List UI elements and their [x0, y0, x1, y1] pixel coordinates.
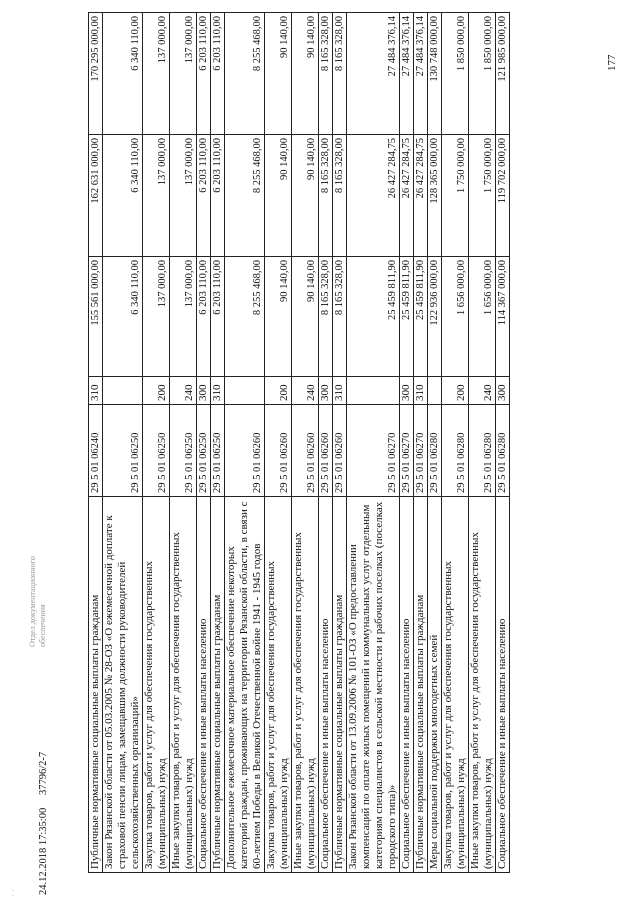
amount-2021-cell: 6 203 110,00 [211, 13, 225, 135]
amount-2019-cell: 90 140,00 [292, 257, 319, 377]
amount-2019-cell: 8 255 468,00 [225, 257, 265, 377]
amount-2020-cell: 26 427 284,75 [400, 135, 414, 257]
table-row [89, 13, 103, 873]
expense-type-cell [428, 377, 442, 405]
amount-2021-cell: 137 000,00 [143, 13, 170, 135]
table-row [469, 13, 496, 873]
amount-2020-cell: 137 000,00 [170, 135, 197, 257]
amount-2020-cell: 137 000,00 [143, 135, 170, 257]
table-row [197, 13, 211, 873]
amount-2021-cell: 1 850 000,00 [469, 13, 496, 135]
target-code-cell: 29 5 01 06270 [347, 405, 400, 497]
amount-2020-cell: 8 165 328,00 [333, 135, 347, 257]
amount-2020-cell: 128 365 000,00 [428, 135, 442, 257]
expense-type-cell: 300 [319, 377, 333, 405]
expense-type-cell: 200 [143, 377, 170, 405]
expense-type-cell: 300 [496, 377, 510, 405]
amount-2019-cell: 90 140,00 [265, 257, 292, 377]
target-code-cell: 29 5 01 06260 [292, 405, 319, 497]
expense-type-cell: 310 [333, 377, 347, 405]
row-name-cell: Публичные нормативные социальные выплаты гражданам [333, 497, 347, 873]
row-name-cell: Социальное обеспечение и иные выплаты населению [197, 497, 211, 873]
expense-type-cell: 300 [400, 377, 414, 405]
table-row [496, 13, 510, 873]
amount-2020-cell: 162 631 000,00 [89, 135, 103, 257]
amount-2020-cell: 6 203 110,00 [211, 135, 225, 257]
amount-2021-cell: 170 295 000,00 [89, 13, 103, 135]
row-name-cell: Публичные нормативные социальные выплаты гражданам [211, 497, 225, 873]
target-code-cell: 29 5 01 06270 [414, 405, 428, 497]
target-code-cell: 29 5 01 06280 [469, 405, 496, 497]
amount-2021-cell: 130 748 000,00 [428, 13, 442, 135]
amount-2021-cell: 27 484 376,14 [347, 13, 400, 135]
amount-2021-cell: 27 484 376,14 [400, 13, 414, 135]
row-name-cell: Закупка товаров, работ и услуг для обеспечения государственных (муниципальных) нужд [442, 497, 469, 873]
amount-2019-cell: 155 561 000,00 [89, 257, 103, 377]
amount-2019-cell: 137 000,00 [170, 257, 197, 377]
target-code-cell: 29 5 01 06280 [428, 405, 442, 497]
registry-stamp: Отдел документационного обеспечения [28, 556, 47, 647]
amount-2020-cell: 90 140,00 [292, 135, 319, 257]
row-name-cell: Закупка товаров, работ и услуг для обеспечения государственных (муниципальных) нужд [265, 497, 292, 873]
table-row [319, 13, 333, 873]
target-code-cell: 29 5 01 06250 [170, 405, 197, 497]
amount-2020-cell: 26 427 284,75 [414, 135, 428, 257]
target-code-cell: 29 5 01 06260 [333, 405, 347, 497]
amount-2020-cell: 6 203 110,00 [197, 135, 211, 257]
target-code-cell: 29 5 01 06250 [103, 405, 143, 497]
amount-2020-cell: 90 140,00 [265, 135, 292, 257]
amount-2019-cell: 25 459 811,90 [400, 257, 414, 377]
table-row [347, 13, 400, 873]
amount-2019-cell: 6 203 110,00 [197, 257, 211, 377]
expense-type-cell: 240 [292, 377, 319, 405]
amount-2019-cell: 122 936 000,00 [428, 257, 442, 377]
amount-2019-cell: 1 656 000,00 [469, 257, 496, 377]
target-code-cell: 29 5 01 06280 [496, 405, 510, 497]
amount-2019-cell: 25 459 811,90 [347, 257, 400, 377]
margin-mark: · · [8, 888, 18, 897]
table-row [428, 13, 442, 873]
amount-2021-cell: 6 203 110,00 [197, 13, 211, 135]
amount-2021-cell: 90 140,00 [292, 13, 319, 135]
amount-2020-cell: 1 750 000,00 [442, 135, 469, 257]
amount-2021-cell: 137 000,00 [170, 13, 197, 135]
table-row [265, 13, 292, 873]
amount-2019-cell: 6 203 110,00 [211, 257, 225, 377]
row-name-cell: Социальное обеспечение и иные выплаты населению [319, 497, 333, 873]
row-name-cell: Закон Рязанской области от 13.09.2006 № 101-ОЗ «О предоставлении компенсаций по оплате жилых помещений и коммунальных услуг отдельным категориям специалистов в сельской местности и рабочих поселках (поселках городского типа)» [347, 497, 400, 873]
expense-type-cell: 300 [197, 377, 211, 405]
amount-2020-cell: 26 427 284,75 [347, 135, 400, 257]
row-name-cell: Иные закупки товаров, работ и услуг для обеспечения государственных (муниципальных) нужд [469, 497, 496, 873]
target-code-cell: 29 5 01 06250 [211, 405, 225, 497]
row-name-cell: Социальное обеспечение и иные выплаты населению [496, 497, 510, 873]
amount-2020-cell: 6 340 110,00 [103, 135, 143, 257]
table-row [292, 13, 319, 873]
expense-type-cell: 200 [265, 377, 292, 405]
amount-2019-cell: 1 656 000,00 [442, 257, 469, 377]
row-name-cell: Публичные нормативные социальные выплаты гражданам [89, 497, 103, 873]
expense-type-cell: 310 [414, 377, 428, 405]
amount-2020-cell: 8 165 328,00 [319, 135, 333, 257]
expense-type-cell: 310 [211, 377, 225, 405]
amount-2019-cell: 137 000,00 [143, 257, 170, 377]
table-row [170, 13, 197, 873]
row-name-cell: Иные закупки товаров, работ и услуг для обеспечения государственных (муниципальных) нужд [292, 497, 319, 873]
table-row [442, 13, 469, 873]
amount-2019-cell: 8 165 328,00 [333, 257, 347, 377]
table-row [400, 13, 414, 873]
row-name-cell: Закупка товаров, работ и услуг для обеспечения государственных (муниципальных) нужд [143, 497, 170, 873]
target-code-cell: 29 5 01 06260 [225, 405, 265, 497]
page-number: 177 [606, 54, 618, 71]
amount-2021-cell: 27 484 376,14 [414, 13, 428, 135]
expense-type-cell: 310 [89, 377, 103, 405]
target-code-cell: 29 5 01 06260 [265, 405, 292, 497]
table-row [333, 13, 347, 873]
amount-2019-cell: 114 367 000,00 [496, 257, 510, 377]
target-code-cell: 29 5 01 06260 [319, 405, 333, 497]
amount-2021-cell: 8 165 328,00 [333, 13, 347, 135]
footer-doc-number: 37796/2-7 [38, 751, 49, 795]
budget-table [88, 12, 510, 873]
amount-2021-cell: 121 985 000,00 [496, 13, 510, 135]
expense-type-cell: 240 [469, 377, 496, 405]
amount-2021-cell: 90 140,00 [265, 13, 292, 135]
expense-type-cell [225, 377, 265, 405]
table-row [211, 13, 225, 873]
amount-2021-cell: 6 340 110,00 [103, 13, 143, 135]
target-code-cell: 29 5 01 06240 [89, 405, 103, 497]
expense-type-cell: 200 [442, 377, 469, 405]
amount-2019-cell: 25 459 811,90 [414, 257, 428, 377]
amount-2019-cell: 6 340 110,00 [103, 257, 143, 377]
target-code-cell: 29 5 01 06280 [442, 405, 469, 497]
amount-2021-cell: 8 165 328,00 [319, 13, 333, 135]
expense-type-cell: 240 [170, 377, 197, 405]
amount-2021-cell: 8 255 468,00 [225, 13, 265, 135]
table-row [414, 13, 428, 873]
amount-2020-cell: 119 702 000,00 [496, 135, 510, 257]
table-row [225, 13, 265, 873]
amount-2021-cell: 1 850 000,00 [442, 13, 469, 135]
row-name-cell: Иные закупки товаров, работ и услуг для обеспечения государственных (муниципальных) нужд [170, 497, 197, 873]
row-name-cell: Публичные нормативные социальные выплаты гражданам [414, 497, 428, 873]
row-name-cell: Социальное обеспечение и иные выплаты населению [400, 497, 414, 873]
table-row [103, 13, 143, 873]
row-name-cell: Дополнительное ежемесячное материальное обеспечение некоторых категорий граждан, проживающих на территории Рязанской области, в связи с 60-летием Победы в Великой Отечественной войне 1941 - 1945 годов [225, 497, 265, 873]
budget-table-body [89, 13, 510, 873]
row-name-cell: Закон Рязанской области от 05.03.2005 № 28-ОЗ «О ежемесячной доплате к страховой пенсии лицам, замещавшим должности руководителей сельскохозяйственных организаций» [103, 497, 143, 873]
expense-type-cell [347, 377, 400, 405]
target-code-cell: 29 5 01 06270 [400, 405, 414, 497]
amount-2019-cell: 8 165 328,00 [319, 257, 333, 377]
table-row [143, 13, 170, 873]
expense-type-cell [103, 377, 143, 405]
footer-date: 24.12.2018 17:35:00 [38, 807, 49, 895]
target-code-cell: 29 5 01 06250 [143, 405, 170, 497]
target-code-cell: 29 5 01 06250 [197, 405, 211, 497]
amount-2020-cell: 8 255 468,00 [225, 135, 265, 257]
amount-2020-cell: 1 750 000,00 [469, 135, 496, 257]
row-name-cell: Меры социальной поддержки многодетных семей [428, 497, 442, 873]
